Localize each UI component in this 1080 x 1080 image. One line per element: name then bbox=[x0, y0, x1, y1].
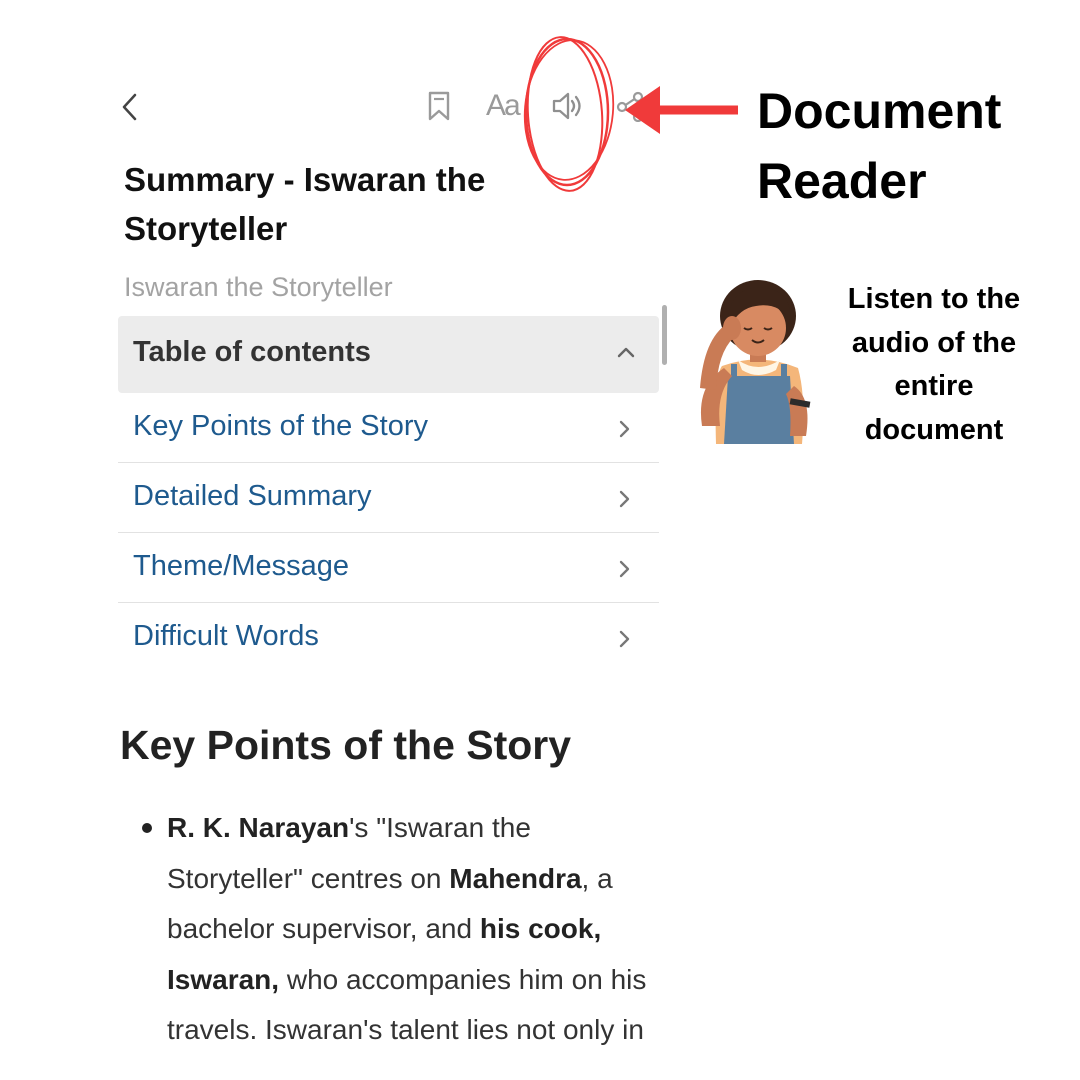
toc-item-theme-message[interactable] bbox=[118, 533, 659, 603]
bold-text: his cook, Iswaran, bbox=[167, 913, 602, 995]
speaker-icon[interactable] bbox=[551, 90, 585, 122]
toc-item-label: Key Points of the Story bbox=[133, 410, 428, 442]
bookmark-icon[interactable] bbox=[426, 90, 452, 122]
scrollbar-thumb[interactable] bbox=[662, 305, 667, 365]
toc-header[interactable] bbox=[118, 316, 659, 393]
bullet-marker bbox=[142, 823, 152, 833]
listening-person-icon bbox=[694, 276, 824, 446]
body-text: , a bachelor supervisor, and bbox=[167, 862, 613, 944]
font-size-glyph: Aa bbox=[486, 89, 519, 122]
body-text: who accompanies him on his travels. Iswaran's talent lies not only in bbox=[167, 963, 647, 1045]
toc-header-label: Table of contents bbox=[133, 336, 371, 368]
toc-item-label: Detailed Summary bbox=[133, 480, 372, 512]
annotation-caption: Listen to the audio of the entire document bbox=[847, 283, 1021, 446]
toc-item-label: Theme/Message bbox=[133, 550, 349, 582]
chevron-right-icon bbox=[617, 419, 631, 439]
chevron-up-icon bbox=[615, 344, 637, 360]
chevron-right-icon bbox=[617, 489, 631, 509]
section-heading: Key Points of the Story bbox=[120, 722, 572, 768]
bold-text: R. K. Narayan bbox=[167, 812, 350, 843]
body-text: 's "Iswaran the Storyteller" centres on bbox=[167, 812, 531, 894]
document-subtitle: Iswaran the Storyteller bbox=[124, 272, 393, 302]
bullet-paragraph bbox=[167, 803, 667, 1056]
page-title: Summary - Iswaran the Storyteller bbox=[124, 161, 486, 247]
bold-text: Mahendra bbox=[449, 862, 582, 894]
toc-item-label: Difficult Words bbox=[133, 620, 319, 652]
font-size-icon[interactable] bbox=[486, 89, 519, 123]
toc-item-difficult-words[interactable] bbox=[118, 603, 659, 673]
toc-item-key-points[interactable] bbox=[118, 393, 659, 463]
toc-item-detailed-summary[interactable] bbox=[118, 463, 659, 533]
back-icon[interactable] bbox=[118, 90, 144, 124]
toc-list bbox=[118, 393, 659, 673]
chevron-right-icon bbox=[617, 629, 631, 649]
annotation-title: Document Reader bbox=[757, 83, 1002, 209]
share-icon[interactable] bbox=[616, 90, 646, 122]
chevron-right-icon bbox=[617, 559, 631, 579]
